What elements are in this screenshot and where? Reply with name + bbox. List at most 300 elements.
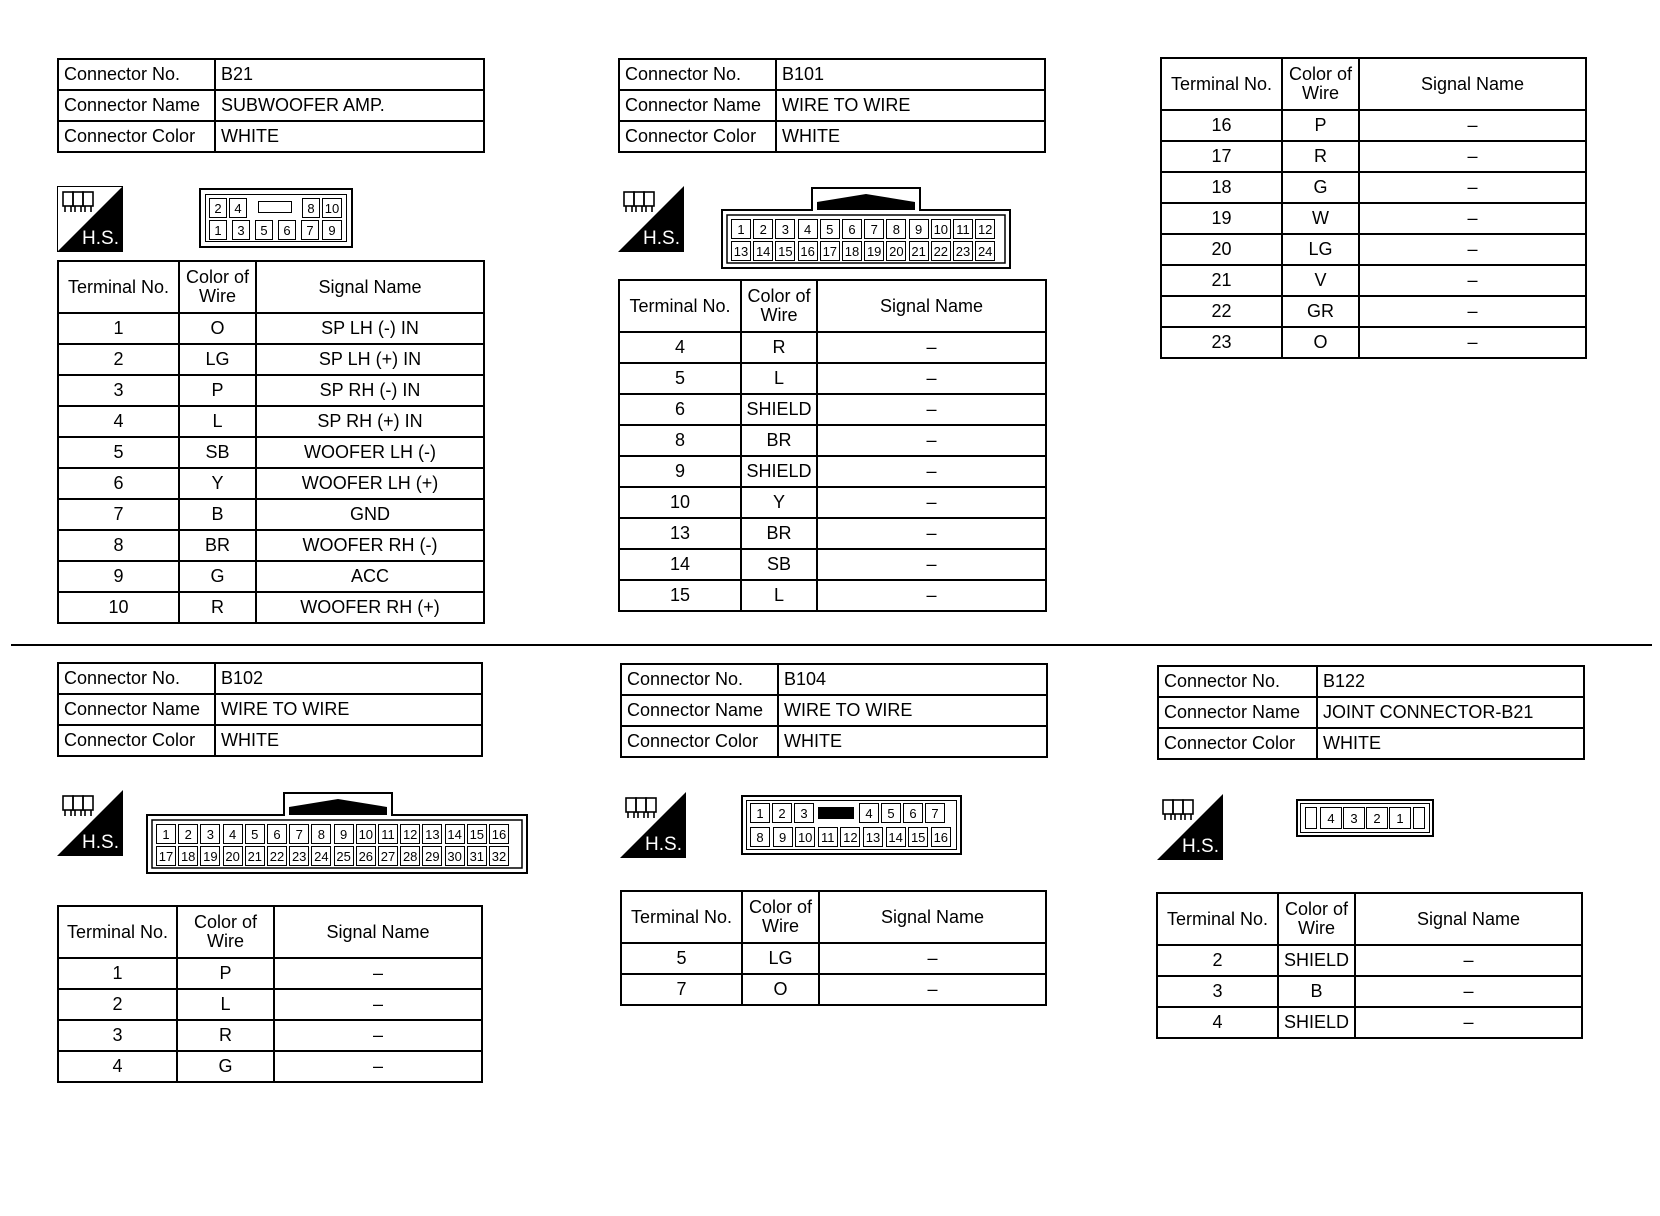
table-body [1161, 110, 1586, 358]
wire-color: V [1282, 265, 1359, 296]
pin: 26 [356, 846, 376, 866]
header-color: Color of Wire [742, 891, 819, 943]
connector-color: WHITE [776, 121, 1045, 152]
header-signal: Signal Name [256, 261, 484, 313]
signal-name: SP LH (-) IN [256, 313, 484, 344]
connector-name: SUBWOOFER AMP. [215, 90, 484, 121]
signal-name: – [817, 394, 1046, 425]
terminal-no: 4 [58, 1051, 177, 1082]
pin: 3 [232, 220, 250, 240]
terminal-no: 5 [621, 943, 742, 974]
header-color: Color of Wire [1282, 58, 1359, 110]
signal-name: – [1355, 1007, 1582, 1038]
pin: 4 [223, 824, 243, 844]
terminal-no: 3 [1157, 976, 1278, 1007]
signal-name: WOOFER LH (+) [256, 468, 484, 499]
harness-side-icon [618, 186, 684, 252]
table-body [621, 943, 1046, 1005]
signal-name: – [274, 989, 482, 1020]
pin: 9 [909, 219, 929, 239]
connector-color: WHITE [215, 121, 484, 152]
pin: 29 [422, 846, 442, 866]
terminal-no: 5 [619, 363, 741, 394]
blank-pin [818, 807, 854, 819]
pin: 16 [931, 827, 951, 847]
info-label: Connector Name [619, 90, 776, 121]
terminal-no: 7 [621, 974, 742, 1005]
header-signal: Signal Name [817, 280, 1046, 332]
wire-color: W [1282, 203, 1359, 234]
info-label: Connector Color [619, 121, 776, 152]
terminal-no: 16 [1161, 110, 1282, 141]
header-terminal: Terminal No. [58, 906, 177, 958]
pin: 4 [229, 198, 247, 218]
info-label: Connector Name [58, 694, 215, 725]
terminal-no: 8 [619, 425, 741, 456]
pin: 1 [750, 803, 770, 823]
wire-color: R [177, 1020, 274, 1051]
connector-name: JOINT CONNECTOR-B21 [1317, 697, 1584, 728]
b102-terminal-table [57, 905, 483, 1083]
wire-color: BR [741, 425, 817, 456]
pin: 18 [178, 846, 198, 866]
table-body [58, 958, 482, 1082]
wire-color: Y [179, 468, 256, 499]
pin: 8 [750, 827, 770, 847]
wire-color: BR [179, 530, 256, 561]
harness-side-icon [57, 790, 123, 856]
signal-name: – [1355, 976, 1582, 1007]
signal-name: – [1355, 945, 1582, 976]
wire-color: BR [741, 518, 817, 549]
signal-name: – [1359, 265, 1586, 296]
terminal-no: 1 [58, 958, 177, 989]
pin: 21 [245, 846, 265, 866]
wire-color: SB [741, 549, 817, 580]
wire-color: LG [742, 943, 819, 974]
b122-terminal-table [1156, 892, 1583, 1039]
pin: 25 [334, 846, 354, 866]
signal-name: – [817, 332, 1046, 363]
table-row [1161, 110, 1586, 141]
signal-name: SP RH (-) IN [256, 375, 484, 406]
pin: 4 [798, 219, 818, 239]
table-row [619, 549, 1046, 580]
pin: 13 [731, 241, 751, 261]
signal-name: – [274, 1020, 482, 1051]
b104-terminal-table [620, 890, 1047, 1006]
terminal-no: 21 [1161, 265, 1282, 296]
info-label: Connector No. [621, 664, 778, 695]
pin: 22 [267, 846, 287, 866]
table-row [1161, 141, 1586, 172]
terminal-no: 9 [619, 456, 741, 487]
table-row [58, 958, 482, 989]
connector-no: B104 [778, 664, 1047, 695]
pin: 9 [322, 220, 342, 240]
table-row [1161, 172, 1586, 203]
table-row [1161, 265, 1586, 296]
signal-name: – [1359, 141, 1586, 172]
wire-color: L [741, 580, 817, 611]
pin: 1 [156, 824, 176, 844]
pin: 19 [200, 846, 220, 866]
b122-info-table [1157, 665, 1585, 760]
pin: 15 [467, 824, 487, 844]
signal-name: WOOFER RH (+) [256, 592, 484, 623]
b104-info-table [620, 663, 1048, 758]
terminal-no: 2 [1157, 945, 1278, 976]
header-terminal: Terminal No. [58, 261, 179, 313]
header-signal: Signal Name [1359, 58, 1586, 110]
blank-pin [1305, 807, 1317, 829]
pin: 16 [489, 824, 509, 844]
pin: 6 [903, 803, 923, 823]
pin: 15 [775, 241, 795, 261]
pin: 10 [322, 198, 342, 218]
b21-connector-face [199, 188, 353, 248]
pin: 10 [931, 219, 951, 239]
wire-color: L [179, 406, 256, 437]
pin: 12 [975, 219, 995, 239]
pin: 31 [467, 846, 487, 866]
signal-name: GND [256, 499, 484, 530]
table-body [1157, 945, 1582, 1038]
signal-name: – [274, 958, 482, 989]
table-row [619, 363, 1046, 394]
pin: 2 [772, 803, 792, 823]
pin: 8 [311, 824, 331, 844]
table-row [1161, 234, 1586, 265]
table-row [619, 456, 1046, 487]
hs-label: H.S. [643, 228, 680, 249]
table-row [58, 499, 484, 530]
pin: 9 [334, 824, 354, 844]
terminal-no: 14 [619, 549, 741, 580]
table-row [621, 974, 1046, 1005]
b101-info-table [618, 58, 1046, 153]
signal-name: – [1359, 296, 1586, 327]
pin: 6 [267, 824, 287, 844]
table-row [58, 530, 484, 561]
b104-connector-face [741, 795, 962, 855]
wire-color: B [1278, 976, 1355, 1007]
signal-name: SP LH (+) IN [256, 344, 484, 375]
b21-terminal-table [57, 260, 485, 624]
b21-info-table [57, 58, 485, 153]
pin: 17 [820, 241, 840, 261]
table-row [58, 468, 484, 499]
terminal-no: 15 [619, 580, 741, 611]
pin: 10 [795, 827, 815, 847]
pin: 20 [223, 846, 243, 866]
wire-color: GR [1282, 296, 1359, 327]
pin: 6 [278, 220, 296, 240]
blank-pin [1413, 807, 1425, 829]
wire-color: B [179, 499, 256, 530]
pin: 19 [864, 241, 884, 261]
terminal-no: 23 [1161, 327, 1282, 358]
connector-name: WIRE TO WIRE [776, 90, 1045, 121]
terminal-no: 18 [1161, 172, 1282, 203]
hs-label: H.S. [1182, 836, 1219, 857]
signal-name: SP RH (+) IN [256, 406, 484, 437]
pin: 28 [400, 846, 420, 866]
pin: 24 [975, 241, 995, 261]
signal-name: – [1359, 172, 1586, 203]
header-terminal: Terminal No. [619, 280, 741, 332]
table-row [58, 1051, 482, 1082]
pin: 21 [909, 241, 929, 261]
table-row [1161, 296, 1586, 327]
table-row [1161, 203, 1586, 234]
connector-no: B122 [1317, 666, 1584, 697]
pin: 4 [1320, 807, 1342, 829]
pin: 1 [209, 220, 227, 240]
pin: 11 [818, 827, 838, 847]
header-signal: Signal Name [1355, 893, 1582, 945]
table-row [621, 943, 1046, 974]
pin: 9 [773, 827, 793, 847]
wire-color: LG [179, 344, 256, 375]
wire-color: SHIELD [741, 394, 817, 425]
wire-color: Y [741, 487, 817, 518]
pin: 22 [931, 241, 951, 261]
pin: 4 [859, 803, 879, 823]
table-row [619, 580, 1046, 611]
signal-name: – [1359, 203, 1586, 234]
signal-name: – [819, 943, 1046, 974]
wire-color: LG [1282, 234, 1359, 265]
table-row [619, 332, 1046, 363]
wire-color: O [742, 974, 819, 1005]
connector-color: WHITE [778, 726, 1047, 757]
blank-pin [258, 201, 292, 213]
pin: 2 [753, 219, 773, 239]
pin: 6 [842, 219, 862, 239]
header-signal: Signal Name [274, 906, 482, 958]
hs-label: H.S. [82, 832, 119, 853]
pin: 13 [422, 824, 442, 844]
terminal-no: 17 [1161, 141, 1282, 172]
signal-name: – [817, 456, 1046, 487]
pin: 20 [886, 241, 906, 261]
pin: 23 [953, 241, 973, 261]
wire-color: P [177, 958, 274, 989]
table-row [58, 989, 482, 1020]
pin: 12 [840, 827, 860, 847]
pin: 13 [863, 827, 883, 847]
pin: 8 [302, 198, 320, 218]
pin: 11 [953, 219, 973, 239]
signal-name: – [1359, 327, 1586, 358]
pin: 23 [289, 846, 309, 866]
wire-color: P [1282, 110, 1359, 141]
terminal-no: 2 [58, 344, 179, 375]
wire-color: P [179, 375, 256, 406]
signal-name: – [817, 425, 1046, 456]
wire-color: R [741, 332, 817, 363]
wire-color: G [1282, 172, 1359, 203]
signal-name: – [274, 1051, 482, 1082]
terminal-no: 22 [1161, 296, 1282, 327]
info-label: Connector Color [58, 725, 215, 756]
harness-side-icon [620, 792, 686, 858]
terminal-no: 4 [58, 406, 179, 437]
table-row [1157, 1007, 1582, 1038]
pin: 3 [200, 824, 220, 844]
terminal-no: 10 [58, 592, 179, 623]
terminal-no: 2 [58, 989, 177, 1020]
connector-name: WIRE TO WIRE [215, 694, 482, 725]
b102-info-table [57, 662, 483, 757]
signal-name: – [1359, 234, 1586, 265]
info-label: Connector Color [621, 726, 778, 757]
connector-color: WHITE [215, 725, 482, 756]
pin: 30 [445, 846, 465, 866]
hs-label: H.S. [82, 228, 119, 249]
signal-name: – [817, 518, 1046, 549]
signal-name: ACC [256, 561, 484, 592]
pin: 2 [209, 198, 227, 218]
wire-color: G [179, 561, 256, 592]
wire-color: L [177, 989, 274, 1020]
header-color: Color of Wire [741, 280, 817, 332]
pin: 3 [794, 803, 814, 823]
b122-connector-face [1296, 799, 1434, 837]
terminal-no: 9 [58, 561, 179, 592]
wire-color: SB [179, 437, 256, 468]
terminal-no: 19 [1161, 203, 1282, 234]
signal-name: – [1359, 110, 1586, 141]
pin: 2 [178, 824, 198, 844]
wire-color: L [741, 363, 817, 394]
pin: 24 [311, 846, 331, 866]
terminal-no: 8 [58, 530, 179, 561]
table-row [58, 592, 484, 623]
header-color: Color of Wire [179, 261, 256, 313]
table-row [1157, 945, 1582, 976]
pin: 18 [842, 241, 862, 261]
pin: 5 [255, 220, 273, 240]
wire-color: SHIELD [1278, 1007, 1355, 1038]
connector-no: B101 [776, 59, 1045, 90]
info-label: Connector No. [619, 59, 776, 90]
b101-terminal-table [618, 279, 1047, 612]
signal-name: – [819, 974, 1046, 1005]
header-color: Color of Wire [1278, 893, 1355, 945]
wire-color: R [179, 592, 256, 623]
pin: 15 [908, 827, 928, 847]
b101-connector-face [721, 186, 1011, 270]
info-label: Connector No. [58, 59, 215, 90]
pin: 7 [864, 219, 884, 239]
terminal-no: 3 [58, 375, 179, 406]
header-terminal: Terminal No. [1157, 893, 1278, 945]
pin: 17 [156, 846, 176, 866]
terminal-no: 4 [1157, 1007, 1278, 1038]
pin: 10 [356, 824, 376, 844]
table-row [58, 406, 484, 437]
connector-no: B102 [215, 663, 482, 694]
table-row [58, 344, 484, 375]
table-row [1161, 327, 1586, 358]
info-label: Connector Name [621, 695, 778, 726]
table-row [619, 487, 1046, 518]
wire-color: G [177, 1051, 274, 1082]
harness-side-icon [57, 186, 123, 252]
terminal-no: 13 [619, 518, 741, 549]
harness-side-icon [1157, 794, 1223, 860]
pin: 12 [400, 824, 420, 844]
pin: 14 [445, 824, 465, 844]
header-signal: Signal Name [819, 891, 1046, 943]
connector-name: WIRE TO WIRE [778, 695, 1047, 726]
pin: 7 [289, 824, 309, 844]
pin: 1 [1389, 807, 1411, 829]
table-row [58, 561, 484, 592]
wire-color: R [1282, 141, 1359, 172]
header-color: Color of Wire [177, 906, 274, 958]
pin: 7 [925, 803, 945, 823]
signal-name: – [817, 580, 1046, 611]
info-label: Connector No. [58, 663, 215, 694]
connector-color: WHITE [1317, 728, 1584, 759]
wire-color: SHIELD [1278, 945, 1355, 976]
signal-name: – [817, 363, 1046, 394]
info-label: Connector Name [1158, 697, 1317, 728]
pin: 2 [1366, 807, 1388, 829]
table-body [619, 332, 1046, 611]
terminal-no: 1 [58, 313, 179, 344]
pin: 5 [881, 803, 901, 823]
terminal-no: 5 [58, 437, 179, 468]
connector-no: B21 [215, 59, 484, 90]
hs-label: H.S. [645, 834, 682, 855]
table-row [619, 518, 1046, 549]
signal-name: – [817, 549, 1046, 580]
table-row [1157, 976, 1582, 1007]
pin: 7 [301, 220, 319, 240]
pin: 8 [886, 219, 906, 239]
pin: 16 [798, 241, 818, 261]
pin: 5 [245, 824, 265, 844]
section-divider [11, 644, 1652, 646]
pin: 11 [378, 824, 398, 844]
table-row [58, 313, 484, 344]
terminal-no: 4 [619, 332, 741, 363]
pin: 3 [1343, 807, 1365, 829]
terminal-no: 20 [1161, 234, 1282, 265]
wire-color: O [1282, 327, 1359, 358]
header-terminal: Terminal No. [621, 891, 742, 943]
terminal-no: 6 [58, 468, 179, 499]
signal-name: WOOFER LH (-) [256, 437, 484, 468]
info-label: Connector Color [1158, 728, 1317, 759]
wire-color: SHIELD [741, 456, 817, 487]
pin: 5 [820, 219, 840, 239]
table-body [58, 313, 484, 623]
table-row [619, 394, 1046, 425]
pin: 1 [731, 219, 751, 239]
header-terminal: Terminal No. [1161, 58, 1282, 110]
terminal-no: 7 [58, 499, 179, 530]
terminal-no: 10 [619, 487, 741, 518]
info-label: Connector Color [58, 121, 215, 152]
info-label: Connector Name [58, 90, 215, 121]
terminal-no: 6 [619, 394, 741, 425]
pin: 14 [753, 241, 773, 261]
